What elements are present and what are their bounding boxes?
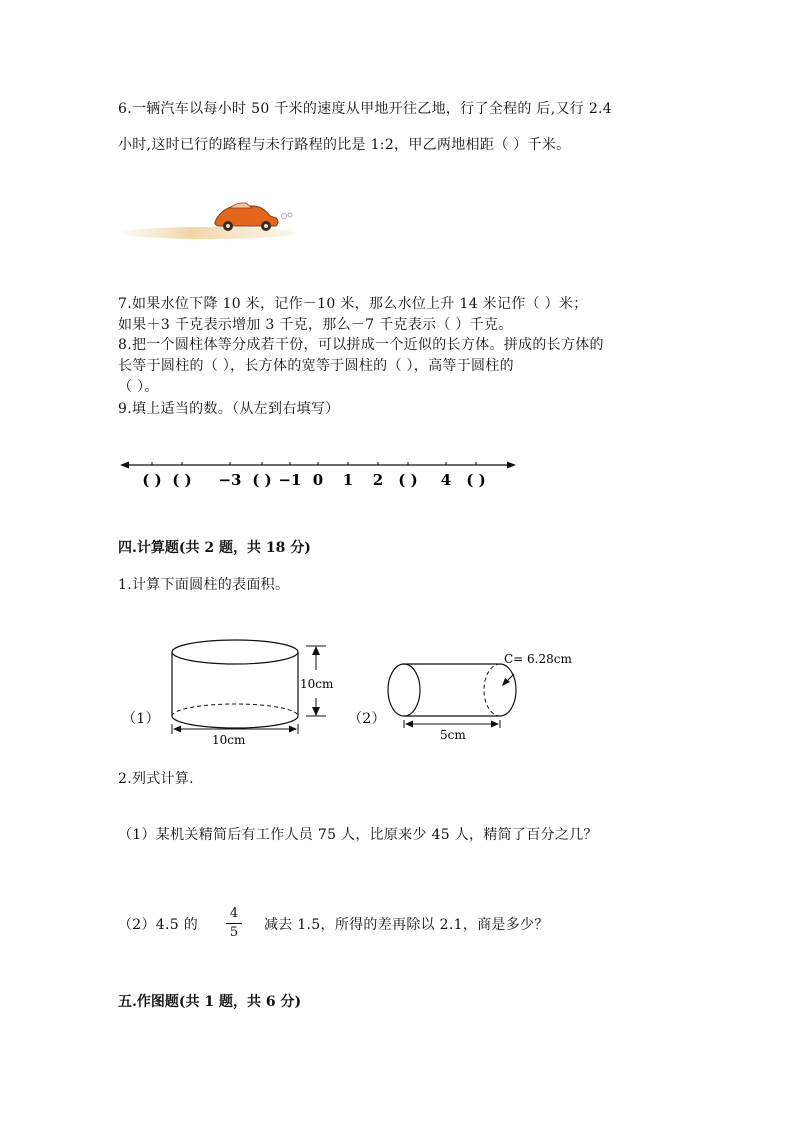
q8-line2: 长等于圆柱的（ ），长方体的宽等于圆柱的（ ），高等于圆柱的 [118, 358, 514, 374]
cylinder-upright-figure [160, 636, 360, 750]
number-line-label: 1 [342, 471, 354, 489]
car-illustration [118, 196, 298, 242]
number-line-label: ( ) [142, 471, 162, 489]
q9-text: 9.填上适当的数。（从左到右填写） [118, 401, 340, 417]
q8-line3: （ ）。 [118, 379, 159, 395]
number-line-label: 2 [372, 471, 384, 489]
number-line-label: ( ) [172, 471, 192, 489]
fig2-length-label: 5cm [440, 728, 466, 742]
section4-q2-2-prefix: （2）4.5 的 [118, 917, 199, 933]
number-line-label: −1 [278, 471, 302, 489]
fig1-label: （1） [122, 711, 160, 727]
fig1-height-label: 10cm [300, 677, 334, 691]
left-arrow-icon [120, 462, 129, 469]
number-line-label: 0 [312, 471, 324, 489]
cylinder-horizontal-figure [384, 648, 584, 744]
section4-q2-2-suffix: 减去 1.5，所得的差再除以 2.1，商是多少？ [264, 917, 549, 933]
fraction-denominator: 5 [229, 925, 239, 940]
q8-line1: 8.把一个圆柱体等分成若干份，可以拼成一个近似的长方体。拼成的长方体的 [118, 337, 604, 353]
number-line-label: 4 [440, 471, 452, 489]
section5-heading: 五.作图题(共 1 题，共 6 分) [118, 994, 302, 1010]
q7-line1: 7.如果水位下降 10 米，记作－10 米，那么水位上升 14 米记作（ ）米； [118, 296, 588, 312]
q6-line2: 小时,这时已行的路程与未行路程的比是 1:2，甲乙两地相距（ ）千米。 [118, 137, 571, 153]
number-line-label: ( ) [252, 471, 272, 489]
number-line-label: −3 [218, 471, 242, 489]
number-line [120, 452, 520, 492]
fig1-width-label: 10cm [212, 733, 246, 747]
section4-heading: 四.计算题(共 2 题，共 18 分) [118, 540, 311, 556]
fraction-numerator: 4 [229, 906, 239, 921]
section4-q1: 1.计算下面圆柱的表面积。 [118, 577, 290, 593]
section4-q2: 2.列式计算. [118, 771, 194, 787]
number-line-label: ( ) [466, 471, 486, 489]
number-line-label: ( ) [398, 471, 418, 489]
fig2-circumference-label: C= 6.28cm [504, 652, 572, 666]
section4-q2-1: （1）某机关精简后有工作人员 75 人，比原来少 45 人，精简了百分之几？ [118, 827, 598, 843]
right-arrow-icon [507, 462, 516, 469]
q7-line2: 如果＋3 千克表示增加 3 千克，那么－7 千克表示（ ）千克。 [118, 317, 513, 333]
fraction-four-fifths [226, 906, 242, 941]
q6-line1: 6.一辆汽车以每小时 50 千米的速度从甲地开往乙地，行了全程的 后,又行 2.4 [118, 101, 612, 117]
fig2-label: （2） [348, 711, 386, 727]
